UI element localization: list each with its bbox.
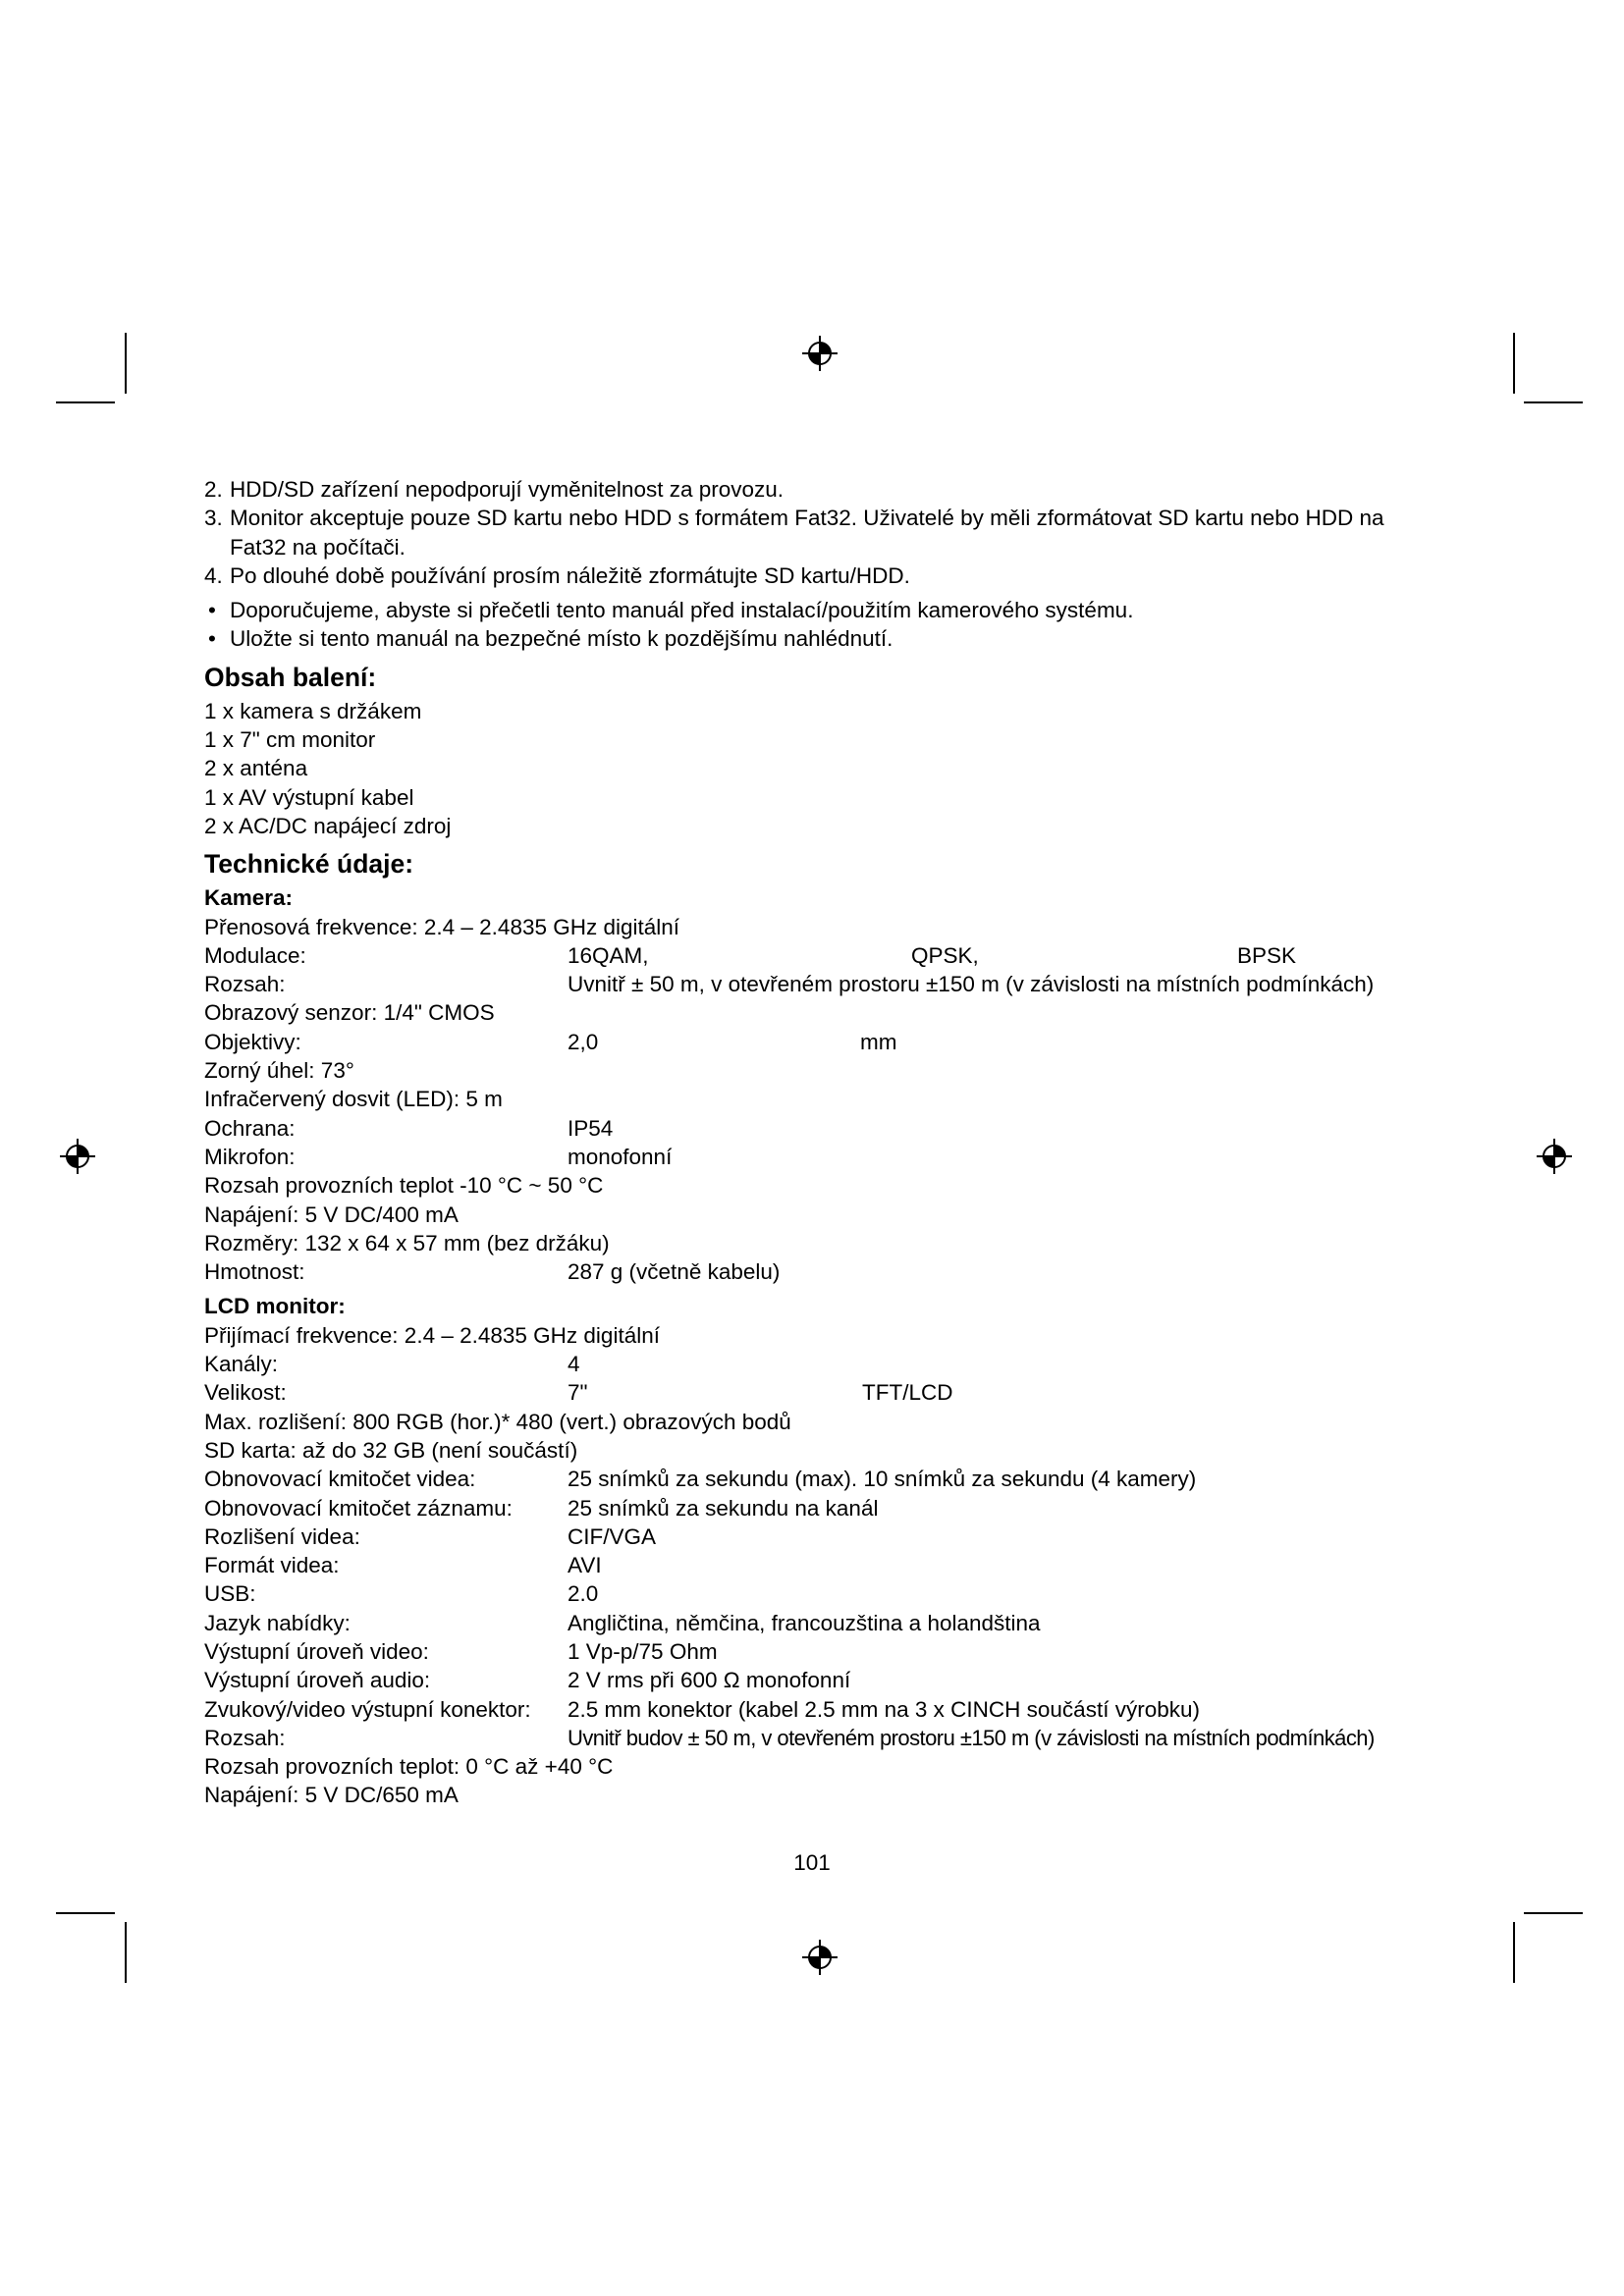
spec-label: Napájení: 5 V DC/400 mA bbox=[204, 1201, 459, 1227]
spec-row bbox=[204, 1201, 1432, 1229]
spec-label: Rozsah provozních teplot -10 °C ~ 50 °C bbox=[204, 1173, 604, 1199]
package-heading: Obsah balení: bbox=[204, 662, 377, 692]
bullet-icon: • bbox=[208, 598, 216, 623]
spec-label: Infračervený dosvit (LED): 5 m bbox=[204, 1087, 503, 1112]
spec-row bbox=[204, 1436, 1432, 1465]
bullet-text: Doporučujeme, abyste si přečetli tento manuál před instalací/použitím kamerového systému. bbox=[230, 598, 1134, 623]
spec-row bbox=[204, 1637, 1432, 1666]
list-item: 1 x kamera s držákem bbox=[204, 698, 422, 723]
list-text: Monitor akceptuje pouze SD kartu nebo HDD s formátem Fat32. Uživatelé by měli zformátovat SD kartu nebo HDD na Fat32 na počítači. bbox=[230, 506, 1384, 560]
spec-row bbox=[204, 1408, 1432, 1436]
camera-specs bbox=[204, 913, 1432, 1287]
spec-row bbox=[204, 1229, 1432, 1257]
spec-label: Velikost: bbox=[204, 1380, 287, 1406]
spec-label: Přijímací frekvence: 2.4 – 2.4835 GHz digitální bbox=[204, 1322, 660, 1348]
spec-label: Max. rozlišení: 800 RGB (hor.)* 480 (vert.) obrazových bodů bbox=[204, 1409, 791, 1434]
list-item bbox=[204, 596, 1432, 624]
monitor-heading: LCD monitor: bbox=[204, 1294, 346, 1319]
list-text: Po dlouhé době používání prosím náležitě zformátujte SD kartu/HDD. bbox=[230, 562, 910, 588]
spec-row bbox=[204, 1056, 1432, 1085]
spec-value: 25 snímků za sekundu (max). 10 snímků za sekundu (4 kamery) bbox=[568, 1467, 1197, 1492]
spec-value: QPSK, bbox=[911, 942, 979, 968]
spec-value: 2,0 bbox=[568, 1029, 599, 1054]
list-item: 2 x AC/DC napájecí zdroj bbox=[204, 813, 452, 838]
spec-value: 25 snímků za sekundu na kanál bbox=[568, 1495, 879, 1521]
spec-label: Rozsah provozních teplot: 0 °C až +40 °C bbox=[204, 1754, 614, 1780]
spec-label: Zvukový/video výstupní konektor: bbox=[204, 1696, 531, 1722]
spec-value: 287 g (včetně kabelu) bbox=[568, 1259, 781, 1285]
spec-row bbox=[204, 1143, 1432, 1171]
spec-row bbox=[204, 1579, 1432, 1608]
crop-mark-top-left-horizontal bbox=[56, 401, 115, 403]
spec-row bbox=[204, 1781, 1432, 1809]
spec-row bbox=[204, 970, 1432, 998]
spec-label: SD karta: až do 32 GB (není součástí) bbox=[204, 1437, 578, 1463]
spec-row bbox=[204, 1321, 1432, 1350]
spec-row bbox=[204, 1522, 1432, 1551]
list-item bbox=[204, 561, 1432, 590]
spec-label: Ochrana: bbox=[204, 1115, 296, 1141]
spec-label: Formát videa: bbox=[204, 1553, 340, 1578]
spec-value: CIF/VGA bbox=[568, 1523, 657, 1549]
spec-label: Zorný úhel: 73° bbox=[204, 1058, 354, 1084]
spec-row bbox=[204, 1695, 1432, 1724]
spec-row bbox=[204, 1494, 1432, 1522]
spec-label: Výstupní úroveň video: bbox=[204, 1638, 429, 1664]
spec-value: 1 Vp-p/75 Ohm bbox=[568, 1638, 718, 1664]
registration-mark-icon bbox=[59, 1138, 96, 1175]
spec-label: Obnovovací kmitočet záznamu: bbox=[204, 1495, 513, 1521]
spec-label: Obnovovací kmitočet videa: bbox=[204, 1467, 476, 1492]
crop-mark-top-right-horizontal bbox=[1524, 401, 1583, 403]
spec-value: 2.0 bbox=[568, 1581, 599, 1607]
spec-value: 2.5 mm konektor (kabel 2.5 mm na 3 x CINCH součástí výrobku) bbox=[568, 1696, 1200, 1722]
spec-value: IP54 bbox=[568, 1115, 614, 1141]
spec-label: Rozsah: bbox=[204, 1725, 286, 1750]
spec-label: Rozměry: 132 x 64 x 57 mm (bez držáku) bbox=[204, 1230, 610, 1255]
monitor-specs bbox=[204, 1321, 1432, 1810]
package-list bbox=[204, 697, 1432, 840]
list-text: HDD/SD zařízení nepodporují vyměnitelnost za provozu. bbox=[230, 477, 785, 502]
spec-row bbox=[204, 1028, 1432, 1056]
spec-label: Přenosová frekvence: 2.4 – 2.4835 GHz digitální bbox=[204, 914, 680, 939]
list-item bbox=[204, 475, 1432, 504]
list-number: 2. bbox=[204, 477, 223, 502]
list-item: 1 x 7" cm monitor bbox=[204, 727, 376, 753]
spec-label: Rozsah: bbox=[204, 972, 286, 997]
spec-label: Modulace: bbox=[204, 942, 306, 968]
page-number: 101 bbox=[793, 1850, 831, 1875]
registration-mark-icon bbox=[801, 335, 839, 372]
list-item: 2 x anténa bbox=[204, 756, 308, 781]
spec-value: BPSK bbox=[1237, 942, 1297, 968]
spec-label: Výstupní úroveň audio: bbox=[204, 1668, 431, 1693]
crop-mark-bottom-left-horizontal bbox=[56, 1912, 115, 1914]
spec-row bbox=[204, 998, 1432, 1027]
spec-value: mm bbox=[860, 1029, 897, 1054]
list-item bbox=[204, 624, 1432, 653]
spec-row bbox=[204, 1666, 1432, 1694]
spec-value: 7" bbox=[568, 1380, 588, 1406]
numbered-list bbox=[204, 475, 1432, 590]
spec-value: Angličtina, němčina, francouzština a holandština bbox=[568, 1610, 1041, 1635]
spec-label: Rozlišení videa: bbox=[204, 1523, 360, 1549]
spec-label: Napájení: 5 V DC/650 mA bbox=[204, 1783, 459, 1808]
registration-mark-icon bbox=[1536, 1138, 1573, 1175]
crop-mark-bottom-right-vertical bbox=[1513, 1922, 1515, 1983]
spec-value: Uvnitř ± 50 m, v otevřeném prostoru ±150 m (v závislosti na místních podmínkách) bbox=[568, 972, 1375, 997]
spec-value: 2 V rms při 600 Ω monofonní bbox=[568, 1668, 851, 1693]
list-item: 1 x AV výstupní kabel bbox=[204, 784, 414, 810]
spec-label: Hmotnost: bbox=[204, 1259, 305, 1285]
spec-value: AVI bbox=[568, 1553, 602, 1578]
spec-row bbox=[204, 1378, 1432, 1407]
spec-row bbox=[204, 1465, 1432, 1493]
spec-label: Obrazový senzor: 1/4" CMOS bbox=[204, 1000, 495, 1026]
spec-row bbox=[204, 941, 1432, 970]
spec-value: 16QAM, bbox=[568, 942, 649, 968]
list-item bbox=[204, 504, 1432, 561]
spec-value: Uvnitř budov ± 50 m, v otevřeném prostoru ±150 m (v závislosti na místních podmínkách) bbox=[568, 1725, 1375, 1750]
bullet-text: Uložte si tento manuál na bezpečné místo k pozdějšímu nahlédnutí. bbox=[230, 626, 893, 652]
bullet-list bbox=[204, 596, 1432, 654]
spec-label: Mikrofon: bbox=[204, 1144, 296, 1169]
spec-row bbox=[204, 1085, 1432, 1113]
crop-mark-bottom-left-vertical bbox=[125, 1922, 127, 1983]
spec-row bbox=[204, 1752, 1432, 1781]
spec-row bbox=[204, 1350, 1432, 1378]
spec-row bbox=[204, 913, 1432, 941]
spec-row bbox=[204, 1114, 1432, 1143]
spec-label: USB: bbox=[204, 1581, 256, 1607]
spec-row bbox=[204, 1257, 1432, 1286]
spec-value: TFT/LCD bbox=[862, 1380, 953, 1406]
spec-value: 4 bbox=[568, 1352, 580, 1377]
spec-row bbox=[204, 1551, 1432, 1579]
crop-mark-top-right-vertical bbox=[1513, 333, 1515, 394]
specs-heading: Technické údaje: bbox=[204, 849, 414, 880]
page-content bbox=[204, 475, 1432, 1810]
spec-label: Objektivy: bbox=[204, 1029, 301, 1054]
camera-heading: Kamera: bbox=[204, 885, 294, 911]
spec-row bbox=[204, 1724, 1432, 1752]
spec-label: Jazyk nabídky: bbox=[204, 1610, 351, 1635]
spec-value: monofonní bbox=[568, 1144, 673, 1169]
list-number: 4. bbox=[204, 562, 223, 588]
crop-mark-top-left-vertical bbox=[125, 333, 127, 394]
crop-mark-bottom-right-horizontal bbox=[1524, 1912, 1583, 1914]
registration-mark-icon bbox=[801, 1939, 839, 1976]
spec-label: Kanály: bbox=[204, 1352, 279, 1377]
list-number: 3. bbox=[204, 506, 223, 531]
spec-row bbox=[204, 1171, 1432, 1200]
bullet-icon: • bbox=[208, 626, 216, 652]
spec-row bbox=[204, 1609, 1432, 1637]
